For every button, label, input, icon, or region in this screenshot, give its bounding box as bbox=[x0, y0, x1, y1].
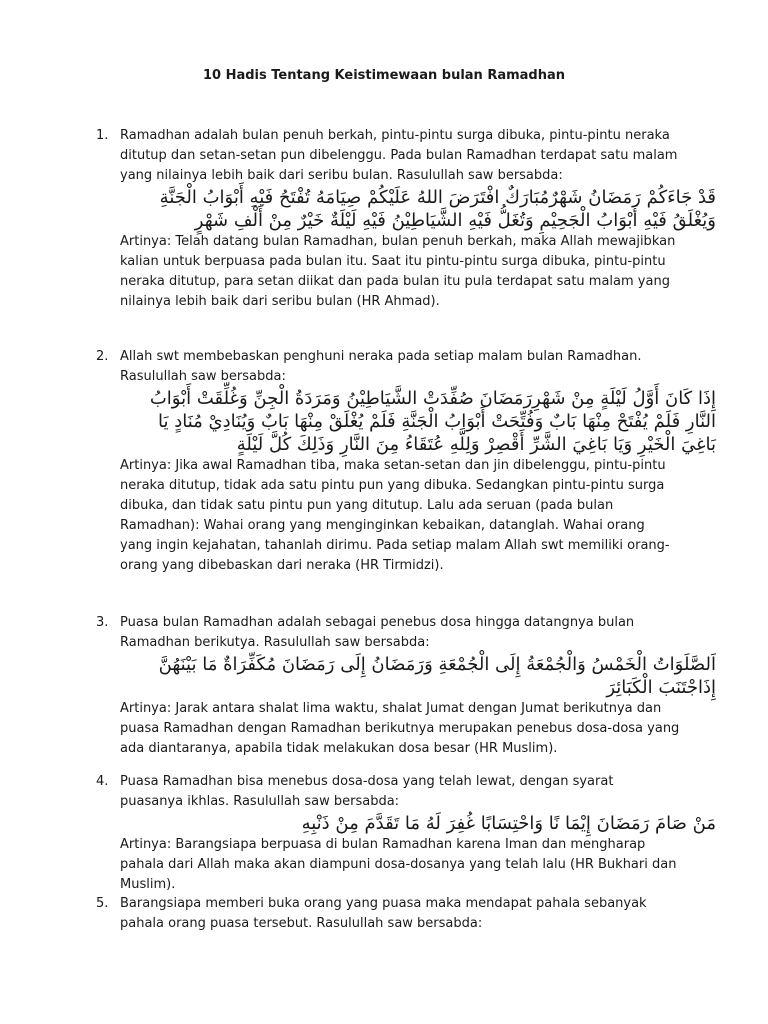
translation-text: Artinya: Jarak antara shalat lima waktu, shalat Jumat dengan Jumat berikutnya dan puasa Ramadhan dengan Ramadhan berikutnya merupakan penebus dosa-dosa yang ada diantaranya, apabila tidak melakukan dosa besar (HR Muslim). bbox=[120, 701, 680, 756]
arabic-hadith: قَدْ جَاءَكُمْ رَمَضَانُ شَهْرٌمُبَارَكٌ افْتَرَضَ اللهُ عَلَيْكُمْ صِيَامَهُ تُفْتَحُ فَيْهِ أَبْوَابُ الْجَنَّةِ وَيُغْلَقُ فَيْهِ أَبْوَابُ الْجَحِيْمِ وَتُغَلُّ فَيْهِ الشَّيَاطِيْنُ فَيْهِ لَيْلَةٌ خَيْرٌ مِنْ أَلْفِ شَهْرٍ bbox=[159, 187, 716, 231]
item-text: Puasa bulan Ramadhan adalah sebagai penebus dosa hingga datangnya bulan Ramadhan berikutya. Rasulullah saw bersabda: bbox=[120, 615, 635, 650]
arabic-hadith: إِذَا كَانَ أَوَّلُ لَيْلَةٍ مِنْ شَهْرِرَمَضَانَ صُفِّدَتْ الشَّيَاطِيْنُ وَمَرَدَةُ الْجِنِّ وَغُلِّقَتْ أَبْوَابُ النَّارِ فَلَمْ يُفْتَحْ مِنْهَا بَابٌ وَفُتِّحَتْ أَبْوَابُ الْجَنَّةِ فَلَمْ يُغْلَقْ مِنْهَا بَابٌ وَيُنَادِيْ مُنَادٍ يَا بَاغِيَ الْخَيْرِ وَيَا بَاغِيَ الشَّرِّ أَقْصِرْ وَلِلَّهِ عُتَقَاءُ مِنَ النَّارِ وَذَلِكَ كُلَّ لَيْلَةٍ bbox=[149, 388, 716, 455]
item-text: Ramadhan adalah bulan penuh berkah, pintu-pintu surga dibuka, pintu-pintu neraka ditutup dan setan-setan pun dibelenggu. Pada bulan Ramadhan terdapat satu malam yang nilainya lebih baik dari seribu bulan. Rasulullah saw bersabda: bbox=[120, 128, 678, 183]
translation-text: Artinya: Barangsiapa berpuasa di bulan Ramadhan karena Iman dan mengharap pahala dari Allah maka akan diampuni dosa-dosanya yang telah lalu (HR Bukhari dan Muslim). bbox=[120, 837, 677, 892]
item-number: 5. bbox=[96, 896, 109, 911]
arabic-hadith: اَلصَّلَوَاتُ الْخَمْسُ وَالْجُمْعَةُ إِلَى الْجُمْعَةِ وَرَمَضَانُ إِلَى رَمَضَانَ مُكَفِّرَاةٌ مَا بَيْنَهُنَّ إِذَاجْتَنَبَ الْكَبَائِرَ bbox=[158, 654, 716, 698]
item-number: 4. bbox=[96, 774, 109, 789]
item-number: 3. bbox=[96, 615, 109, 630]
document-title: 10 Hadis Tentang Keistimewaan bulan Ramadhan bbox=[202, 68, 566, 83]
item-text: Puasa Ramadhan bisa menebus dosa-dosa yang telah lewat, dengan syarat puasanya ikhlas. Rasulullah saw bersabda: bbox=[120, 774, 614, 809]
arabic-hadith: مَنْ صَامَ رَمَضَانَ إِيْمَا نًا وَاحْتِسَابًا غُفِرَ لَهُ مَا تَقَدَّمَ مِنْ ذَنْبِهِ bbox=[301, 813, 716, 834]
item-number: 2. bbox=[96, 349, 109, 364]
item-text: Allah swt membebaskan penghuni neraka pada setiap malam bulan Ramadhan. Rasulullah saw bersabda: bbox=[120, 349, 642, 384]
item-text: Barangsiapa memberi buka orang yang puasa maka mendapat pahala sebanyak pahala orang puasa tersebut. Rasulullah saw bersabda: bbox=[120, 896, 647, 931]
translation-text: Artinya: Jika awal Ramadhan tiba, maka setan-setan dan jin dibelenggu, pintu-pintu neraka ditutup, tidak ada satu pintu pun yang dibuka. Sedangkan pintu-pintu surga dibuka, dan tidak satu pintu pun yang ditutup. Lalu ada seruan (pada bulan Ramadhan): Wahai orang yang menginginkan kebaikan, datanglah. Wahai orang yang ingin kejahatan, tahanlah dirimu. Pada setiap malam Allah swt memiliki orang-orang yang dibebaskan dari neraka (HR Tirmidzi). bbox=[120, 458, 670, 573]
translation-text: Artinya: Telah datang bulan Ramadhan, bulan penuh berkah, maka Allah mewajibkan kalian untuk berpuasa pada bulan itu. Saat itu pintu-pintu surga dibuka, pintu-pintu neraka ditutup, para setan diikat dan pada bulan itu pula terdapat satu malam yang nilainya lebih baik dari seribu bulan (HR Ahmad). bbox=[120, 234, 676, 309]
item-number: 1. bbox=[96, 128, 109, 143]
